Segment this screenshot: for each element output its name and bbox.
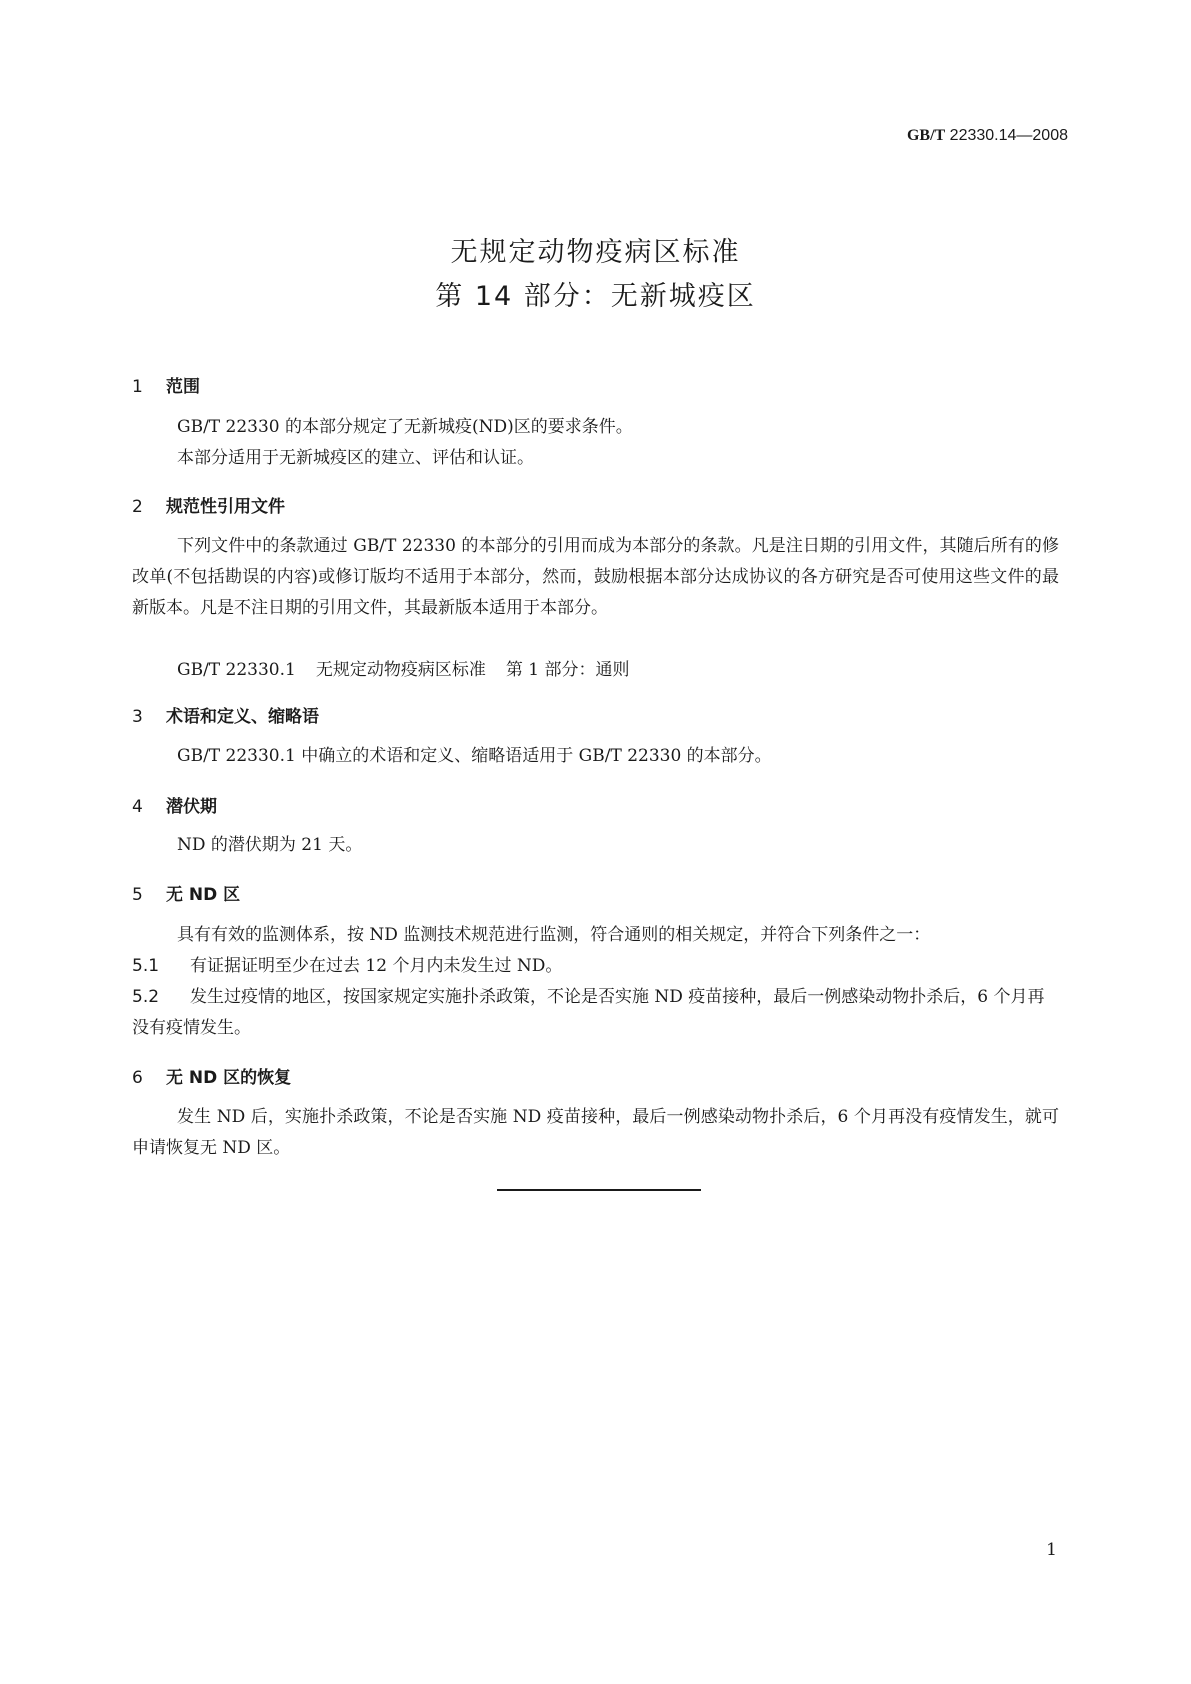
section-heading-incubation [132, 792, 217, 817]
section-heading-scope [132, 372, 200, 397]
document-subtitle: 第 14 部分：无新城疫区 [435, 281, 756, 312]
paragraph: 下列文件中的条款通过 GB/T 22330 的本部分的引用而成为本部分的条款。凡是注日期的引用文件，其随后所有的修改单(不包括勘误的内容)或修订版均不适用于本部分，然而，鼓励根据本部分达成协议的各方研究是否可使用这些文件的最新版本。凡是不注日期的引用文件，其最新版本适用于本部分。 [132, 536, 1059, 618]
section-heading-normative-references [132, 492, 285, 517]
reference-part: 第 1 部分：通则 [505, 660, 630, 680]
paragraph: ND 的潜伏期为 21 天。 [177, 835, 363, 855]
clause-number: 5.2 [132, 987, 160, 1007]
standard-code: 22330.14—2008 [949, 127, 1068, 144]
reference-entry [177, 655, 649, 680]
clause-text: 发生过疫情的地区，按国家规定实施扑杀政策，不论是否实施 ND 疫苗接种，最后一例感染动物扑杀后，6 个月再没有疫情发生。 [132, 987, 1045, 1038]
section-heading-nd-free-zone [132, 880, 240, 905]
document-title: 无规定动物疫病区标准 [450, 237, 741, 268]
end-rule [497, 1189, 701, 1191]
section-title: 潜伏期 [166, 797, 217, 817]
section-title: 无 ND 区的恢复 [166, 1068, 292, 1088]
clause-5-2 [132, 982, 1059, 1044]
standard-number [907, 127, 1068, 145]
paragraph: 发生 ND 后，实施扑杀政策，不论是否实施 ND 疫苗接种，最后一例感染动物扑杀后，6 个月再没有疫情发生，就可申请恢复无 ND 区。 [132, 1107, 1059, 1158]
clause-number: 5.1 [132, 956, 160, 976]
section-heading-terms [132, 702, 319, 727]
section-number: 4 [132, 797, 143, 817]
paragraph: GB/T 22330.1 中确立的术语和定义、缩略语适用于 GB/T 22330 的本部分。 [177, 746, 772, 766]
section-number: 1 [132, 377, 143, 397]
section-title: 无 ND 区 [166, 885, 241, 905]
page-number: 1 [1046, 1540, 1057, 1560]
reference-title: 无规定动物疫病区标准 [315, 660, 486, 680]
reference-code: GB/T 22330.1 [177, 660, 296, 680]
paragraph: GB/T 22330 的本部分规定了无新城疫(ND)区的要求条件。 [177, 417, 633, 437]
section-title: 范围 [166, 377, 200, 397]
section-heading-recovery [132, 1063, 291, 1088]
clause-5-1 [132, 951, 1059, 982]
section-number: 5 [132, 885, 143, 905]
section-title: 术语和定义、缩略语 [166, 707, 319, 727]
paragraph: 具有有效的监测体系，按 ND 监测技术规范进行监测，符合通则的相关规定，并符合下列条件之一： [177, 925, 931, 945]
clause-text: 有证据证明至少在过去 12 个月内未发生过 ND。 [190, 956, 563, 976]
standard-prefix: GB/T [906, 127, 946, 144]
section-number: 2 [132, 497, 143, 517]
section-number: 6 [132, 1068, 143, 1088]
paragraph: 本部分适用于无新城疫区的建立、评估和认证。 [177, 448, 534, 468]
section-number: 3 [132, 707, 143, 727]
section-title: 规范性引用文件 [166, 497, 285, 517]
